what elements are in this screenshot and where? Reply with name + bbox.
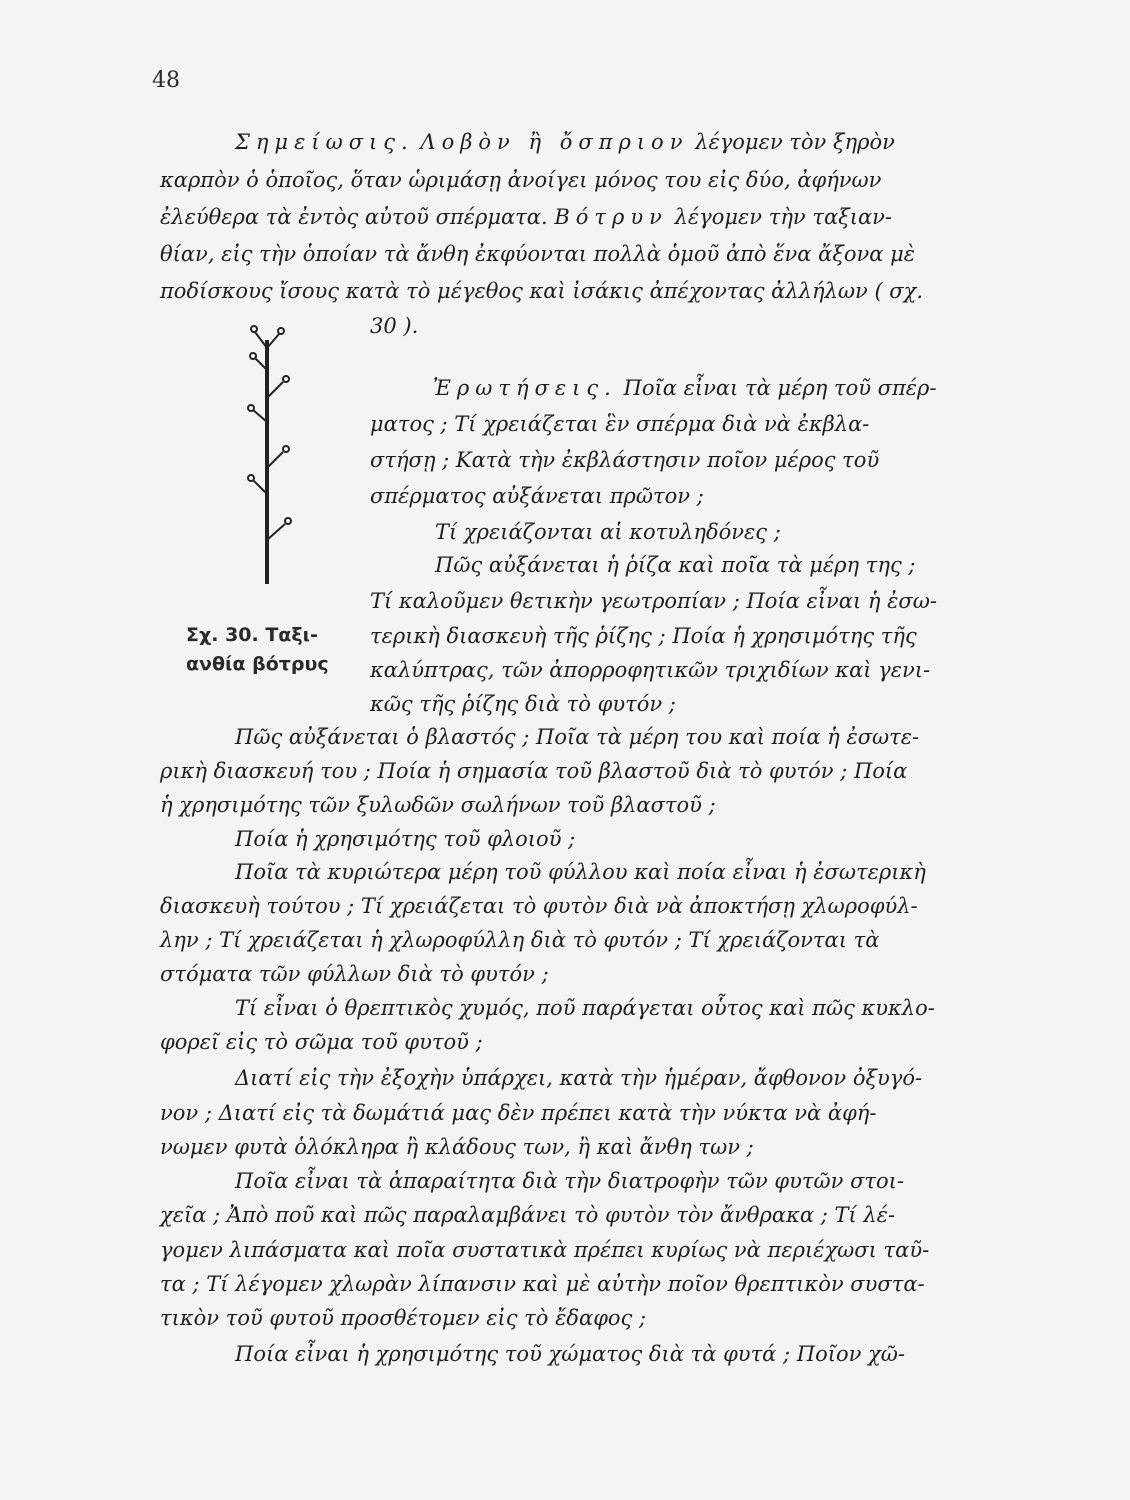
note-text: λέγομεν τὸν ξηρὸν [695,130,895,154]
note-text: ἐλεύθερα τὰ ἐντὸς αὐτοῦ σπέρματα. [160,205,548,229]
question-line: λην ; Τί χρειάζεται ἡ χλωροφύλλη διὰ τὸ φυτόν ; Τί χρειάζονται τὰ [160,928,880,952]
question-line: τικὸν τοῦ φυτοῦ προσθέτομεν εἰς τὸ ἔδαφος ; [160,1306,647,1330]
question-line: Τί χρειάζονται αἱ κοτυληδόνες ; [435,520,781,544]
note-line-6: 30 ). [370,314,419,338]
question-line: Ποία ἡ χρησιμότης τοῦ φλοιοῦ ; [235,827,576,851]
question-line: φορεῖ εἰς τὸ σῶμα τοῦ φυτοῦ ; [160,1030,483,1054]
question-line: καλύπτρας, τῶν ἀπορροφητικῶν τριχιδίων καὶ γενι- [370,658,931,682]
note-line-5: ποδίσκους ἴσους κατὰ τὸ μέγεθος καὶ ἰσάκις ἀπέχοντας ἀλλήλων ( σχ. [160,279,924,303]
question-text: Ποῖα εἶναι τὰ μέρη τοῦ σπέρ- [623,376,937,400]
page-number: 48 [152,68,180,93]
note-term-botrys: Βότρυν [554,205,668,229]
question-line: Τί εἶναι ὁ θρεπτικὸς χυμός, ποῦ παράγεται οὗτος καὶ πῶς κυκλο- [235,996,935,1020]
note-line-3 [160,207,892,228]
question-line: γομεν λιπάσματα καὶ ποῖα συστατικὰ πρέπει κυρίως νὰ περιέχωσι ταῦ- [160,1238,930,1262]
raceme-inflorescence-icon [248,326,291,584]
questions-label: Ἐρωτήσεις. [433,376,617,400]
note-label: Σημείωσις. [235,130,414,154]
raceme-figure [245,318,315,586]
question-line: Τί καλοῦμεν θετικὴν γεωτροπίαν ; Ποία εἶναι ἡ ἐσω- [370,589,937,613]
note-line-2: καρπὸν ὁ ὁποῖος, ὅταν ὡριμάσῃ ἀνοίγει μόνος του εἰς δύο, ἀφήνων [160,168,882,192]
note-term-lobos: Λοβὸν ἢ ὄσπριον [420,130,689,154]
question-line: χεῖα ; Ἀπὸ ποῦ καὶ πῶς παραλαμβάνει τὸ φυτὸν τὸν ἄνθρακα ; Τί λέ- [160,1203,896,1227]
question-line: διασκευὴ τούτου ; Τί χρειάζεται τὸ φυτὸν διὰ νὰ ἀποκτήσῃ χλωροφύλ- [160,894,918,918]
question-line: Πῶς αὐξάνεται ὁ βλαστός ; Ποῖα τὰ μέρη του καὶ ποία ἡ ἐσωτε- [235,725,920,749]
note-line-4: θίαν, εἰς τὴν ὁποίαν τὰ ἄνθη ἐκφύονται πολλὰ ὁμοῦ ἀπὸ ἕνα ἄξονα μὲ [160,242,916,266]
question-line: κῶς τῆς ῥίζης διὰ τὸ φυτόν ; [370,692,676,716]
question-line: Ποῖα τὰ κυριώτερα μέρη τοῦ φύλλου καὶ ποία εἶναι ἡ ἐσωτερικὴ [235,860,926,884]
question-line: τερικὴ διασκευὴ τῆς ῥίζης ; Ποία ἡ χρησιμότης τῆς [370,624,917,648]
question-line: Πῶς αὐξάνεται ἡ ῥίζα καὶ ποῖα τὰ μέρη της ; [435,553,916,577]
note-text: λέγομεν τὴν ταξιαν- [674,205,893,229]
question-line: Διατί εἰς τὴν ἐξοχὴν ὑπάρχει, κατὰ τὴν ἡμέραν, ἄφθονον ὀξυγό- [235,1066,923,1090]
question-line: νωμεν φυτὰ ὁλόκληρα ἢ κλάδους των, ἢ καὶ ἄνθη των ; [160,1135,754,1159]
note-line-1 [235,132,895,153]
question-line: Ποῖα εἶναι τὰ ἀπαραίτητα διὰ τὴν διατροφὴν τῶν φυτῶν στοι- [235,1169,905,1193]
question-line: σπέρματος αὐξάνεται πρῶτον ; [370,484,704,508]
question-line: στόματα τῶν φύλλων διὰ τὸ φυτόν ; [160,962,549,986]
question-line: ἡ χρησιμότης τῶν ξυλωδῶν σωλήνων τοῦ βλαστοῦ ; [160,793,716,817]
question-line: ματος ; Τί χρειάζεται ἓν σπέρμα διὰ νὰ ἐκβλα- [370,412,870,436]
question-line: νον ; Διατί εἰς τὰ δωμάτιά μας δὲν πρέπει κατὰ τὴν νύκτα νὰ ἀφή- [160,1101,877,1125]
question-line: τα ; Τί λέγομεν χλωρὰν λίπανσιν καὶ μὲ αὐτὴν ποῖον θρεπτικὸν συστα- [160,1272,925,1296]
question-line: ρικὴ διασκευή του ; Ποία ἡ σημασία τοῦ βλαστοῦ διὰ τὸ φυτόν ; Ποία [160,759,908,783]
question-line: Ποία εἶναι ἡ χρησιμότης τοῦ χώματος διὰ τὰ φυτά ; Ποῖον χῶ- [235,1342,906,1366]
figure-caption-line-1: Σχ. 30. Ταξι- [186,624,318,646]
figure-caption-line-2: ανθία βότρυς [186,653,329,675]
questions-line-1 [433,378,937,399]
question-line: στήσῃ ; Κατὰ τὴν ἐκβλάστησιν ποῖον μέρος τοῦ [370,448,880,472]
